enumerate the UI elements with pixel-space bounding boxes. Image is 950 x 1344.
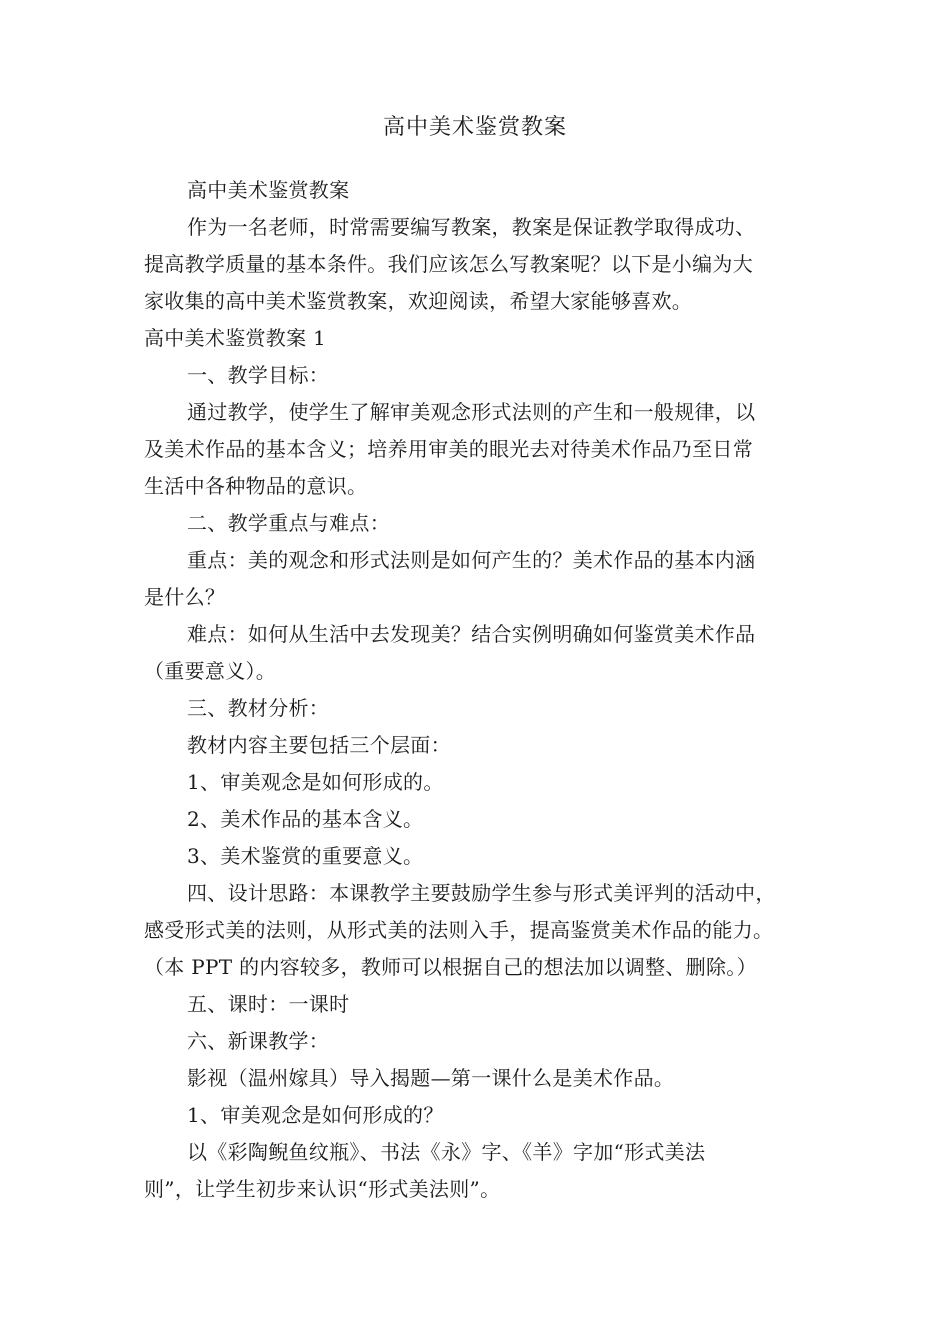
text-line: 重点：美的观念和形式法则是如何产生的？美术作品的基本内涵 <box>187 548 756 572</box>
text-line: 家收集的高中美术鉴赏教案，欢迎阅读，希望大家能够喜欢。 <box>144 289 693 313</box>
text-line: 1、审美观念是如何形成的？ <box>187 1103 444 1127</box>
text-line: 感受形式美的法则，从形式美的法则入手，提高鉴赏美术作品的能力。 <box>144 918 774 942</box>
text-line: 以《彩陶鲵鱼纹瓶》、书法《永》字、《羊》字加“形式美法 <box>187 1140 706 1164</box>
text-line: 五、课时：一课时 <box>187 992 350 1016</box>
text-line: 四、设计思路：本课教学主要鼓励学生参与形式美评判的活动中， <box>187 881 776 905</box>
document-title: 高中美术鉴赏教案 <box>382 115 567 140</box>
text-line: 难点：如何从生活中去发现美？结合实例明确如何鉴赏美术作品 <box>187 622 756 646</box>
text-line: 一、教学目标： <box>187 363 330 387</box>
text-line: 提高教学质量的基本条件。我们应该怎么写教案呢？以下是小编为大 <box>144 252 753 276</box>
section-heading: 高中美术鉴赏教案 1 <box>144 326 327 350</box>
text-line: 影视（温州嫁具）导入揭题—第一课什么是美术作品。 <box>187 1066 675 1090</box>
text-line: 二、教学重点与难点： <box>187 511 390 535</box>
text-line: 2、美术作品的基本含义。 <box>187 807 424 831</box>
text-line: 作为一名老师，时常需要编写教案，教案是保证教学取得成功、 <box>187 215 756 239</box>
text-line: 教材内容主要包括三个层面： <box>187 733 451 757</box>
text-line: （本 PPT 的内容较多，教师可以根据自己的想法加以调整、删除。） <box>144 955 757 979</box>
text-line: 高中美术鉴赏教案 <box>187 178 350 202</box>
text-line: 及美术作品的基本含义；培养用审美的眼光去对待美术作品乃至日常 <box>144 437 753 461</box>
text-line: 是什么？ <box>144 585 226 609</box>
text-line: 3、美术鉴赏的重要意义。 <box>187 844 424 868</box>
text-line: 则”，让学生初步来认识“形式美法则”。 <box>144 1177 501 1201</box>
text-line: 通过教学，使学生了解审美观念形式法则的产生和一般规律，以 <box>187 400 756 424</box>
text-line: 六、新课教学： <box>187 1029 330 1053</box>
text-line: 三、教材分析： <box>187 696 330 720</box>
text-line: （重要意义）。 <box>144 659 277 683</box>
text-line: 1、审美观念是如何形成的。 <box>187 770 444 794</box>
text-line: 生活中各种物品的意识。 <box>144 474 368 498</box>
